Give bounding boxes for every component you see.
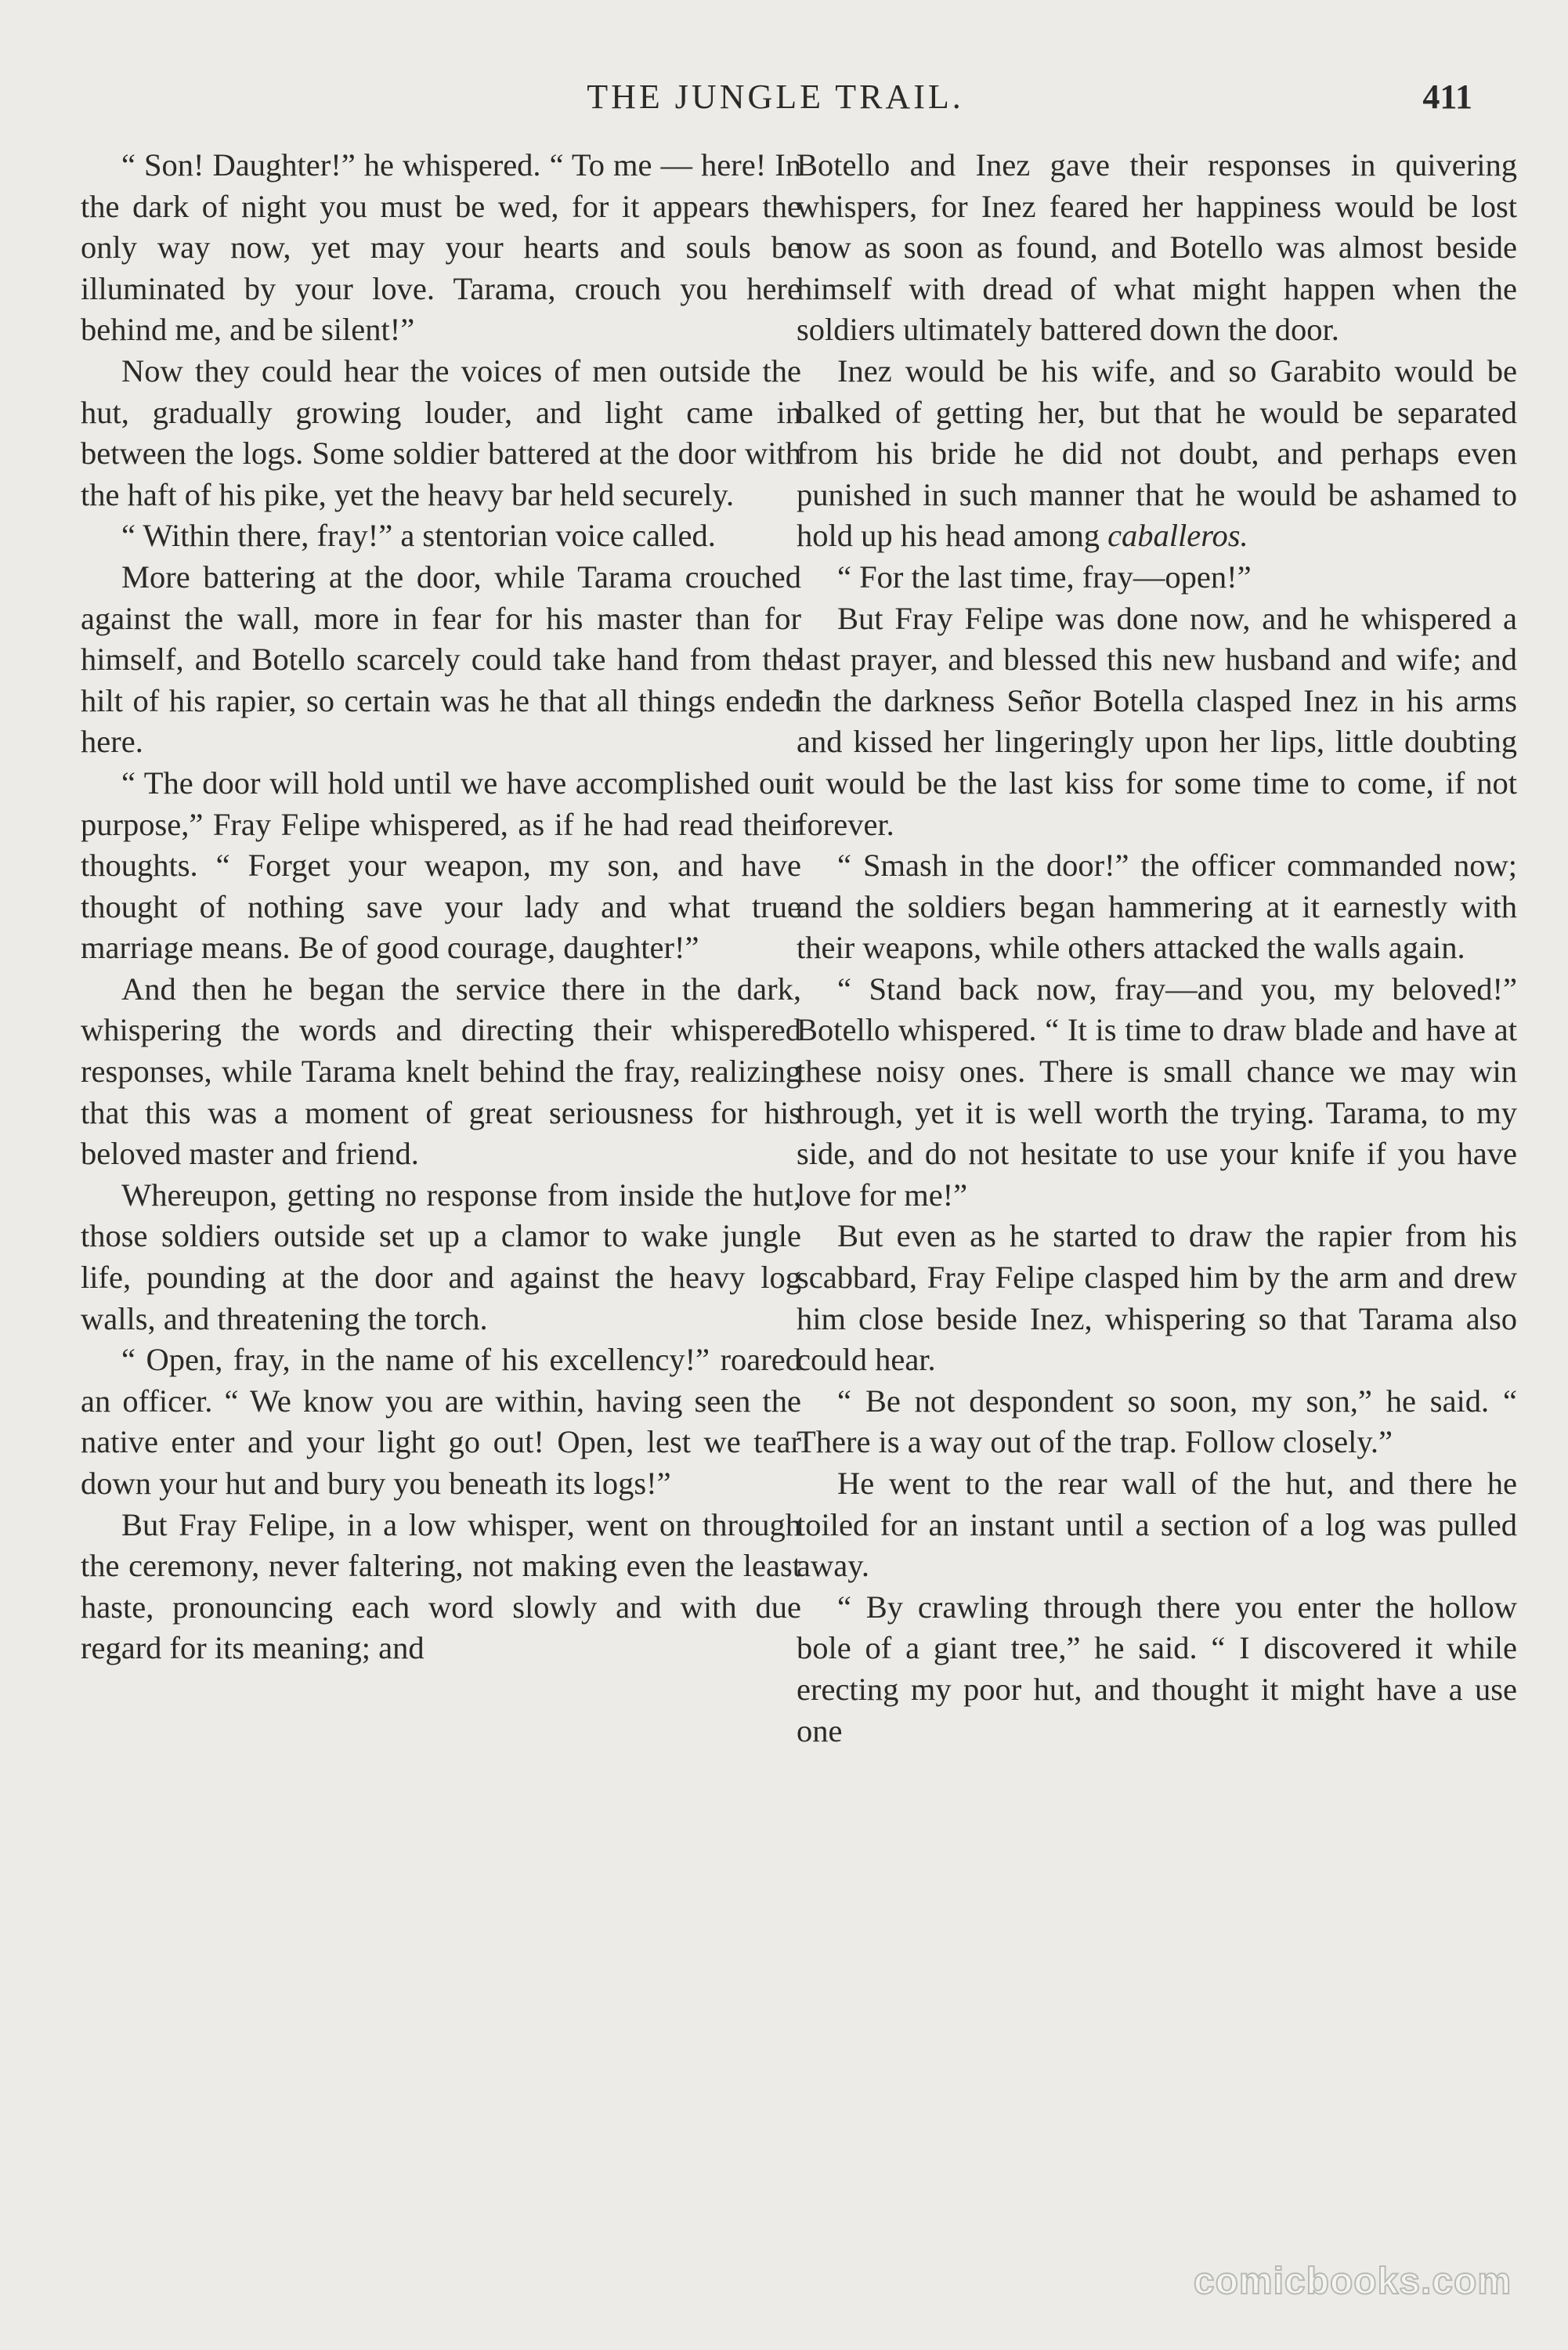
paragraph: Now they could hear the voices of men outside the hut, gradually growing louder, and light came in between the logs. Some soldier battered at the door with the haft of his pike, yet the heavy bar held securely. — [81, 352, 801, 512]
paragraph: He went to the rear wall of the hut, and there he toiled for an instant until a section of a log was pulled away. — [797, 1466, 1517, 1584]
paragraph: “ Stand back now, fray—and you, my beloved!” Botello whispered. “ It is time to draw blade and have at these noisy ones. There is small chance we may win through, yet it is well worth the trying. Tarama, to my side, and do not hesitate to use your knife if you have love for me!” — [797, 971, 1517, 1213]
paragraph: “ The door will hold until we have accomplished our purpose,” Fray Felipe whispered, as if he had read their thoughts. “ Forget your weapon, my son, and have thought of nothing save your lady and what true marriage means. Be of good courage, daughter!” — [81, 765, 801, 966]
paragraph-text: Inez would be his wife, and so Garabito would be balked of getting her, but that he would be separated from his bride he did not doubt, and perhaps even punished in such manner that he would be ashamed to hold up his head among — [797, 352, 1517, 554]
paragraph: “ Be not despondent so soon, my son,” he said. “ There is a way out of the trap. Follow closely.” — [797, 1383, 1517, 1460]
paragraph: More battering at the door, while Tarama crouched against the wall, more in fear for his master than for himself, and Botello scarcely could take hand from the hilt of his rapier, so certain was he that all things ended here. — [81, 559, 801, 760]
paragraph: “ For the last time, fray—open!” — [837, 559, 1252, 595]
page-title: THE JUNGLE TRAIL. — [587, 78, 964, 116]
paragraph: “ By crawling through there you enter the hollow bole of a giant tree,” he said. “ I discovered it while erecting my poor hut, and thought it might have a use one — [797, 1589, 1517, 1748]
paragraph: “ Smash in the door!” the officer commanded now; and the soldiers began hammering at it earnestly with their weapons, while others attacked the walls again. — [797, 848, 1517, 966]
right-column — [797, 145, 1517, 1752]
paragraph: “ Open, fray, in the name of his excellency!” roared an officer. “ We know you are within, having seen the native enter and your light go out! Open, lest we tear down your hut and bury you beneath its logs!” — [81, 1342, 801, 1501]
paragraph-continued: Botello and Inez gave their responses in quivering whispers, for Inez feared her happiness would be lost now as soon as found, and Botello was almost beside himself with dread of what might happen when the soldiers ultimately battered down the door. — [797, 147, 1517, 348]
paragraph: But even as he started to draw the rapier from his scabbard, Fray Felipe clasped him by the arm and drew him close beside Inez, whispering so that Tarama also could hear. — [797, 1218, 1517, 1378]
watermark: comicbooks.com — [1193, 2261, 1512, 2302]
paragraph: “ Son! Daughter!” he whispered. “ To me — here! In the dark of night you must be wed, for it appears the only way now, yet may your hearts and souls be illuminated by your love. Tarama, crouch you here behind me, and be silent!” — [81, 147, 801, 348]
paragraph: And then he began the service there in the dark, whispering the words and directing their whispered responses, while Tarama knelt behind the fray, realizing that this was a moment of great seriousness for his beloved master and friend. — [81, 971, 801, 1172]
paragraph: “ Within there, fray!” a stentorian voice called. — [121, 518, 716, 554]
italic-word: caballeros. — [1107, 518, 1248, 554]
paragraph: But Fray Felipe was done now, and he whispered a last prayer, and blessed this new husband and wife; and in the darkness Señor Botella clasped Inez in his arms and kissed her lingeringly upon her lips, little doubting it would be the last kiss for some time to come, if not forever. — [797, 600, 1517, 842]
paragraph — [797, 351, 1517, 557]
page-number: 411 — [1422, 78, 1472, 116]
left-column — [81, 145, 801, 1669]
paragraph: But Fray Felipe, in a low whisper, went on through the ceremony, never faltering, not making even the least haste, pronouncing each word slowly and with due regard for its meaning; and — [81, 1506, 801, 1666]
running-header — [78, 72, 1472, 127]
paragraph: Whereupon, getting no response from inside the hut, those soldiers outside set up a clamor to wake jungle life, pounding at the door and against the heavy log walls, and threatening the torch. — [81, 1177, 801, 1336]
